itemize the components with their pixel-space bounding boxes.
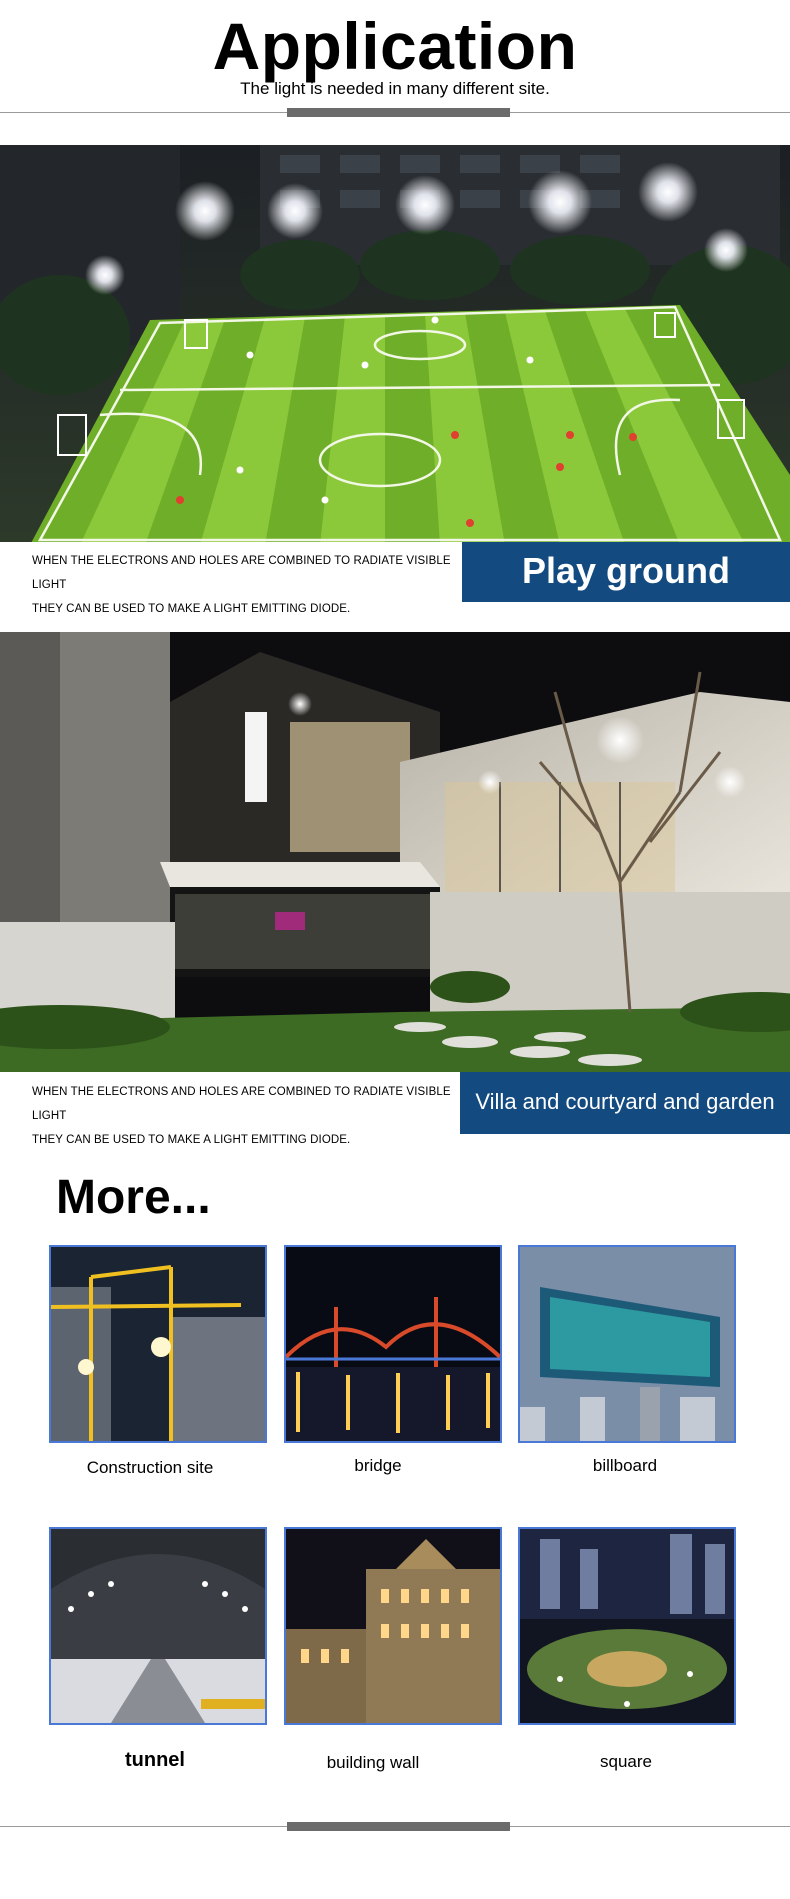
square-label: square (600, 1752, 652, 1771)
building-wall-label: building wall (326, 1753, 420, 1772)
caption-line: THEY CAN BE USED TO MAKE A LIGHT EMITTING DIODE. (32, 1134, 351, 1146)
building-wall-thumb (284, 1527, 502, 1725)
construction-site-label: Construction site (86, 1458, 214, 1477)
tunnel-thumb (49, 1527, 267, 1725)
billboard-thumb (518, 1245, 736, 1443)
villa-photo (0, 632, 790, 1072)
page-subtitle: The light is needed in many different site. (240, 79, 550, 98)
caption-line: THEY CAN BE USED TO MAKE A LIGHT EMITTING DIODE. (32, 603, 351, 615)
page-title: Application (212, 9, 578, 83)
square-thumb (518, 1527, 736, 1725)
tunnel-label: tunnel (125, 1749, 185, 1771)
bridge-label: bridge (354, 1456, 402, 1475)
construction-site-thumb (49, 1245, 267, 1443)
playground-caption (0, 542, 460, 615)
villa-label: Villa and courtyard and garden (460, 1072, 790, 1134)
footer-divider-accent (287, 1822, 510, 1831)
playground-photo (0, 145, 790, 542)
header-divider-accent (287, 108, 510, 117)
more-title: More... (56, 1171, 211, 1224)
villa-caption (0, 1072, 460, 1146)
caption-line: WHEN THE ELECTRONS AND HOLES ARE COMBINED TO RADIATE VISIBLE LIGHT (32, 555, 451, 591)
playground-label: Play ground (462, 542, 790, 602)
bridge-thumb (284, 1245, 502, 1443)
caption-line: WHEN THE ELECTRONS AND HOLES ARE COMBINED TO RADIATE VISIBLE LIGHT (32, 1086, 451, 1122)
billboard-label: billboard (592, 1456, 658, 1475)
